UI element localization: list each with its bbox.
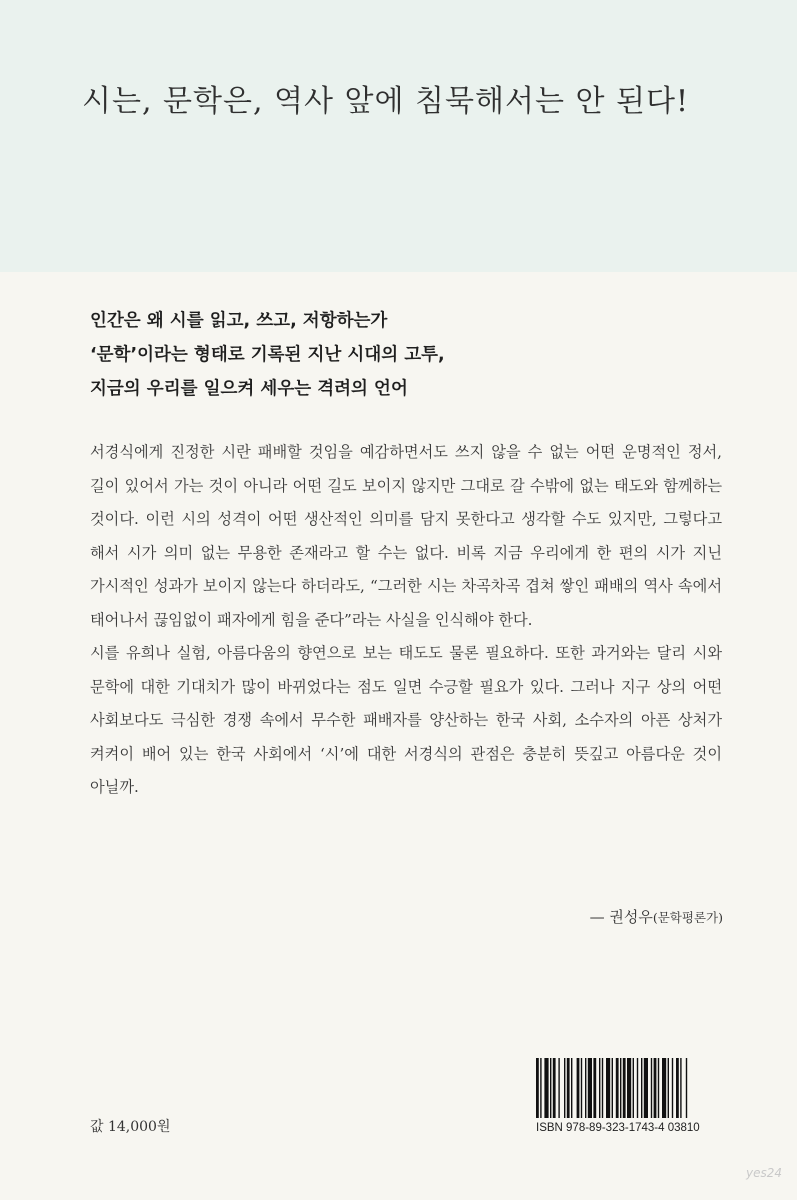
headline-line: ‘문학’이라는 형태로 기록된 지난 시대의 고투, xyxy=(90,345,445,365)
credit-role: (문학평론가) xyxy=(652,910,723,925)
top-color-band xyxy=(0,0,797,272)
watermark-logo: yes24 xyxy=(746,1166,783,1180)
credit-name: 권성우 xyxy=(609,908,653,926)
cover-tagline: 시는, 문학은, 역사 앞에 침묵해서는 안 된다! xyxy=(82,84,690,119)
headline-line: 인간은 왜 시를 읽고, 쓰고, 저항하는가 xyxy=(90,311,388,331)
headline-line: 지금의 우리를 일으켜 세우는 격려의 언어 xyxy=(90,379,408,399)
headline-block xyxy=(90,304,730,406)
review-paragraph: 시를 유희나 실험, 아름다움의 향연으로 보는 태도도 물론 필요하다. 또한 과거와는 달리 시와 문학에 대한 기대치가 많이 바뀌었다는 점도 일면 수긍할 필요가 있다. 그러나 지구 상의 어떤 사회보다도 극심한 경쟁 속에서 무수한 패배자를 양산하는 한국 사회, 소수자의 아픈 상처가 켜켜이 배어 있는 한국 사회에서 ‘시’에 대한 서경식의 관점은 충분히 뜻깊고 아름다운 것이 아닐까. xyxy=(90,644,722,796)
credit-dash: — xyxy=(589,908,605,926)
isbn-number: ISBN 978-89-323-1743-4 03810 xyxy=(536,1122,700,1134)
barcode-icon xyxy=(536,1058,732,1118)
review-credit xyxy=(590,906,723,927)
review-paragraph: 서경식에게 진정한 시란 패배할 것임을 예감하면서도 쓰지 않을 수 없는 어떤 운명적인 정서, 길이 있어서 가는 것이 아니라 어떤 길도 보이지 않지만 그대로 갈 수밖에 없는 태도와 함께하는 것이다. 이런 시의 성격이 어떤 생산적인 의미를 담지 못한다고 생각할 수도 있지만, 그렇다고 해서 시가 의미 없는 무용한 존재라고 할 수는 없다. 비록 지금 우리에게 한 편의 시가 지닌 가시적인 성과가 보이지 않는다 하더라도, “그러한 시는 차곡차곡 겹쳐 쌓인 패배의 역사 속에서 태어나서 끊임없이 패자에게 힘을 준다”라는 사실을 인식해야 한다. xyxy=(90,443,722,629)
price-label: 값 14,000원 xyxy=(90,1119,171,1135)
review-text xyxy=(90,436,722,805)
